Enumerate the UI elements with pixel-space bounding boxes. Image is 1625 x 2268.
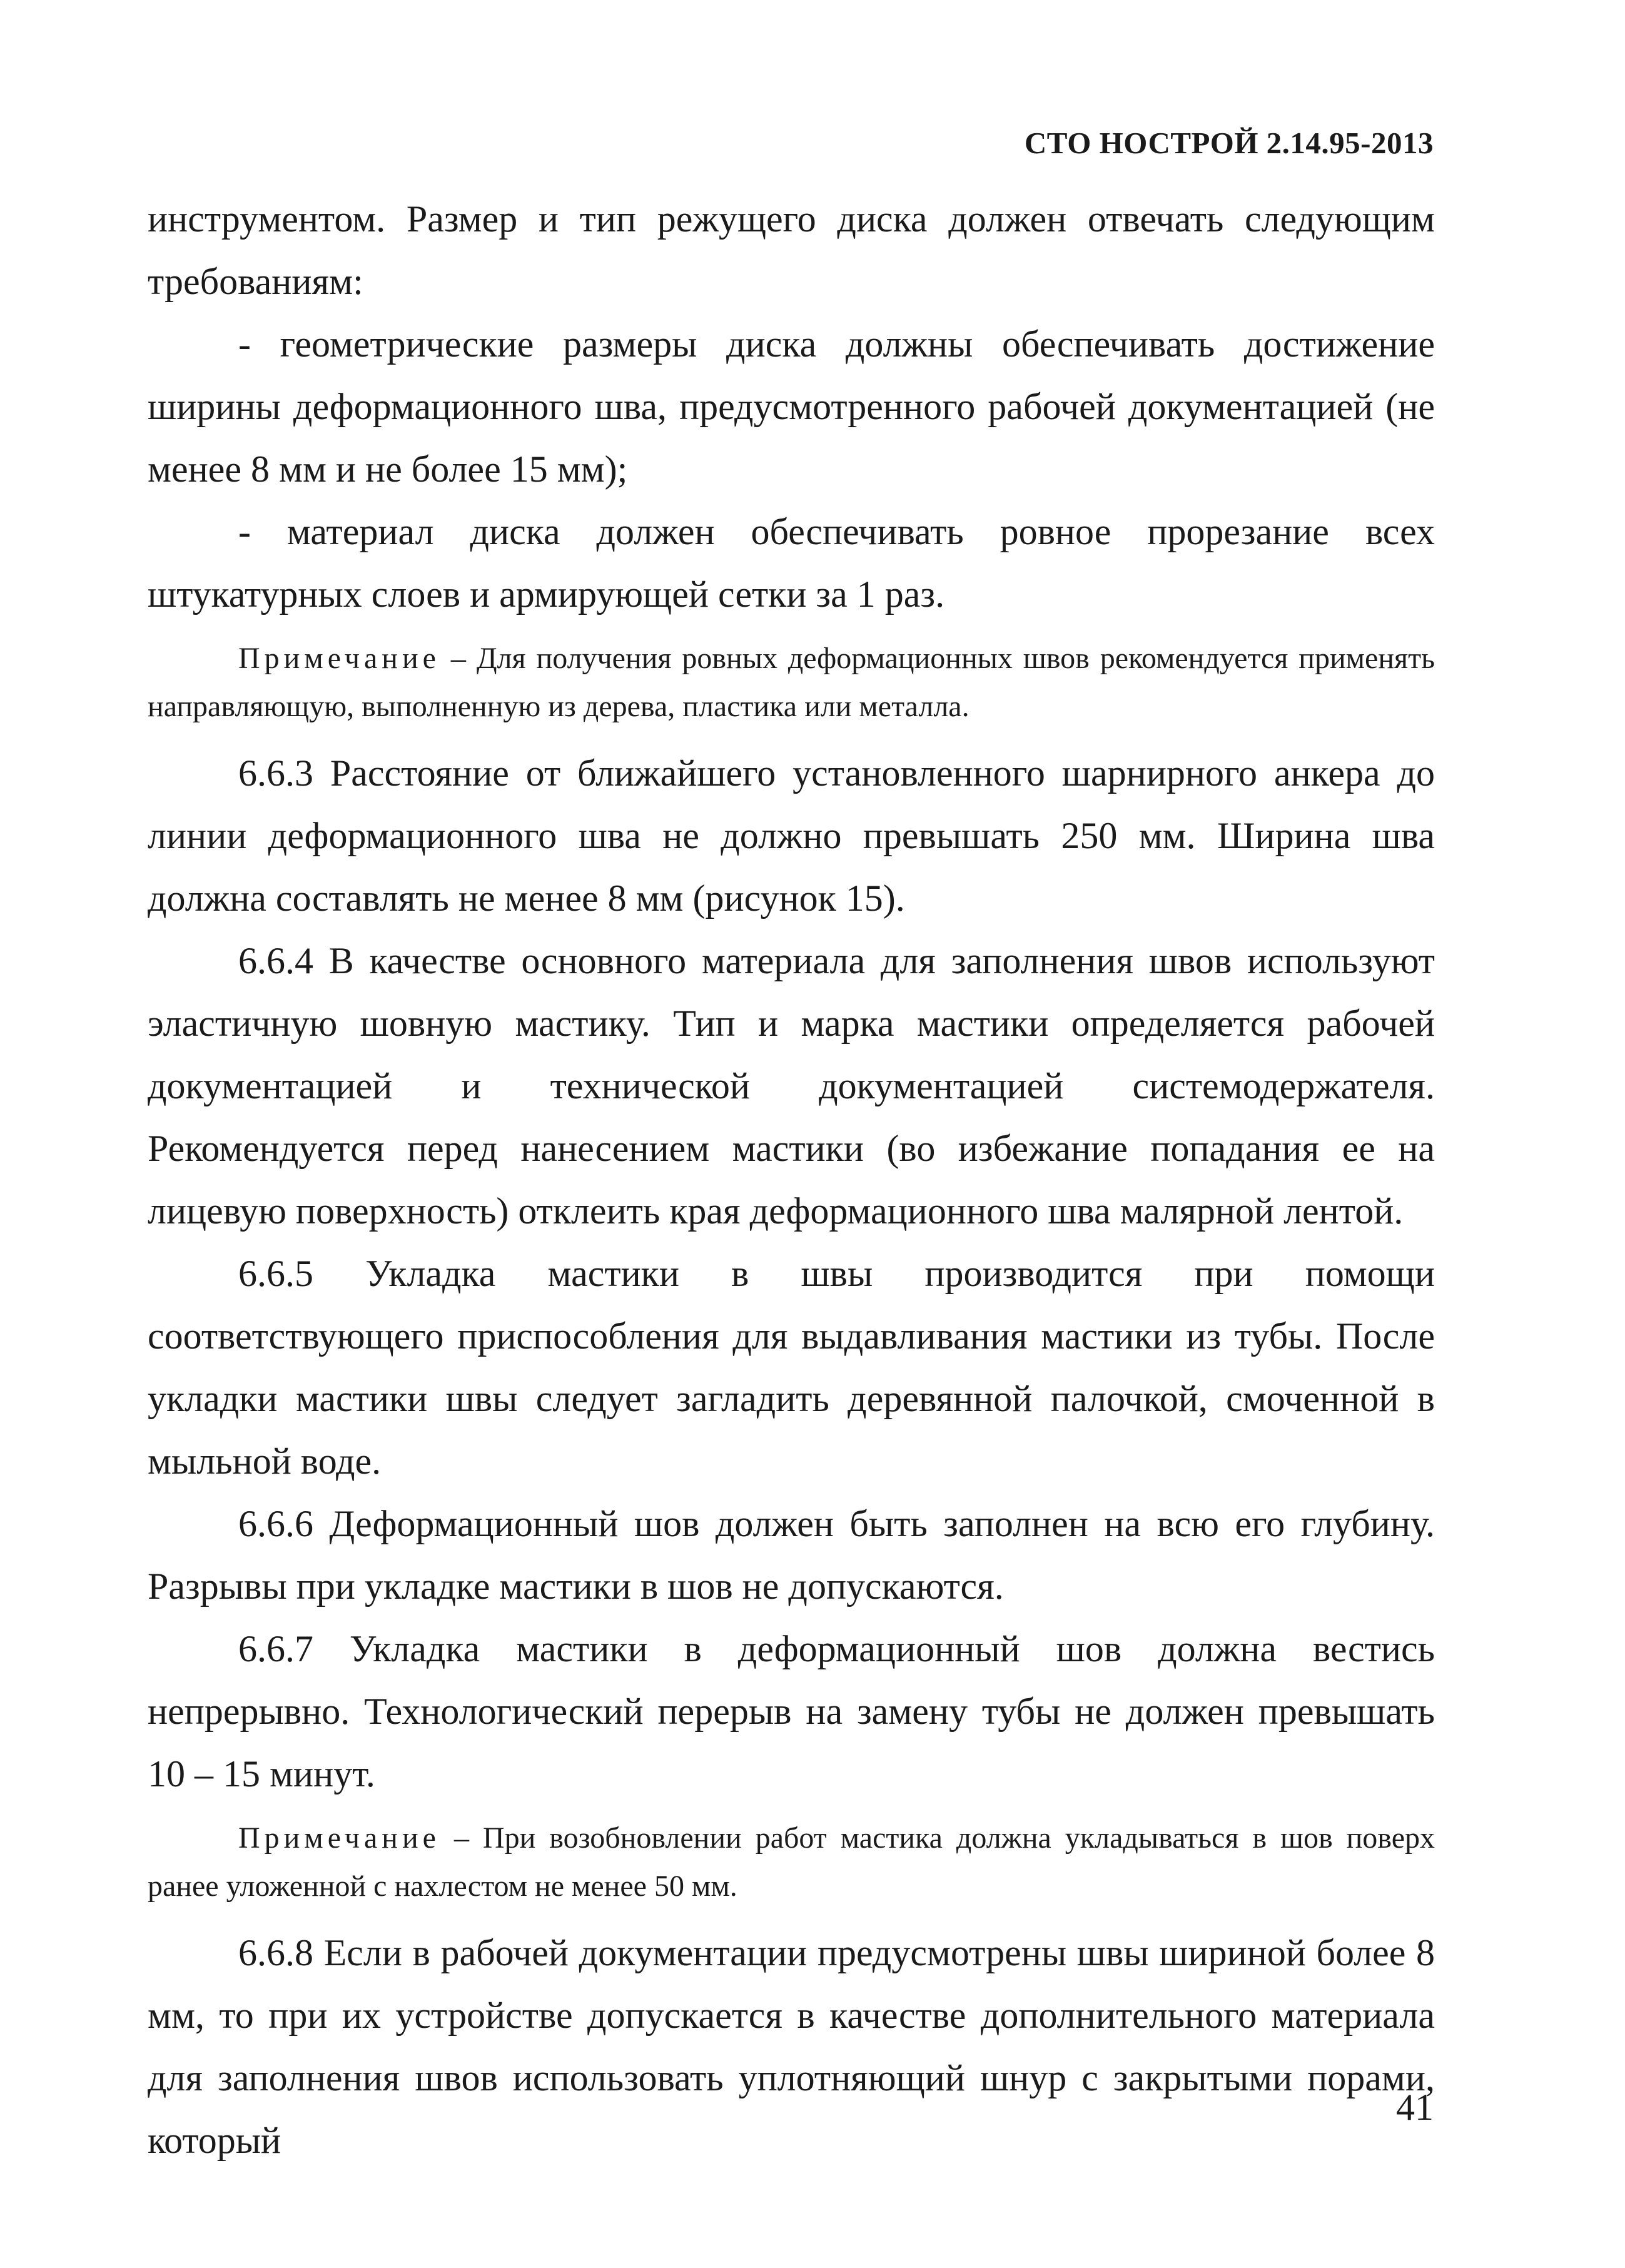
paragraph-6-6-4: 6.6.4 В качестве основного материала для заполнения швов используют эластичную шовную мастику. Тип и марка мастики определяется рабочей документацией и технической документацией системодержателя. Рекомендуется перед нанесением мастики (во избежание попадания ее на лицевую поверхность) отклеить края деформационного шва малярной лентой.	[148, 940, 1435, 1232]
paragraph-6-6-8: 6.6.8 Если в рабочей документации предусмотрены швы шириной более 8 мм, то при их устройстве допускается в качестве дополнительного материала для заполнения швов использовать уплотняющий шнур с закрытыми порами, который	[148, 1932, 1435, 2161]
note-label: Примечание	[238, 642, 440, 675]
paragraph-6-6-5: 6.6.5 Укладка мастики в швы производится при помощи соответствующего приспособления для выдавливания мастики из тубы. После укладки мастики швы следует загладить деревянной палочкой, смоченной в мыльной воде.	[148, 1253, 1435, 1482]
note-text: – При возобновлении работ мастика должна укладываться в шов поверх ранее уложенной с нахлестом не менее 50 мм.	[148, 1821, 1435, 1903]
document-header: СТО НОСТРОЙ 2.14.95-2013	[1024, 126, 1434, 160]
page-content	[148, 188, 1435, 2172]
note-label: Примечание	[238, 1821, 440, 1855]
list-item-material: - материал диска должен обеспечивать ровное прорезание всех штукатурных слоев и армирующей сетки за 1 раз.	[148, 511, 1435, 615]
note-text: – Для получения ровных деформационных швов рекомендуется применять направляющую, выполненную из дерева, пластика или металла.	[148, 642, 1435, 723]
paragraph-6-6-6: 6.6.6 Деформационный шов должен быть заполнен на всю его глубину. Разрывы при укладке мастики в шов не допускаются.	[148, 1503, 1435, 1607]
note-resume	[148, 1814, 1435, 1910]
list-item-geometry: - геометрические размеры диска должны обеспечивать достижение ширины деформационного шва, предусмотренного рабочей документацией (не менее 8 мм и не более 15 мм);	[148, 323, 1435, 490]
paragraph-continuation: инструментом. Размер и тип режущего диска должен отвечать следующим требованиям:	[148, 198, 1435, 302]
note-guide	[148, 634, 1435, 731]
paragraph-6-6-7: 6.6.7 Укладка мастики в деформационный шов должна вестись непрерывно. Технологический перерыв на замену тубы не должен превышать 10 – 15 минут.	[148, 1628, 1435, 1795]
page-number: 41	[1396, 2087, 1434, 2128]
paragraph-6-6-3: 6.6.3 Расстояние от ближайшего установленного шарнирного анкера до линии деформационного шва не должно превышать 250 мм. Ширина шва должна составлять не менее 8 мм (рисунок 15).	[148, 752, 1435, 919]
